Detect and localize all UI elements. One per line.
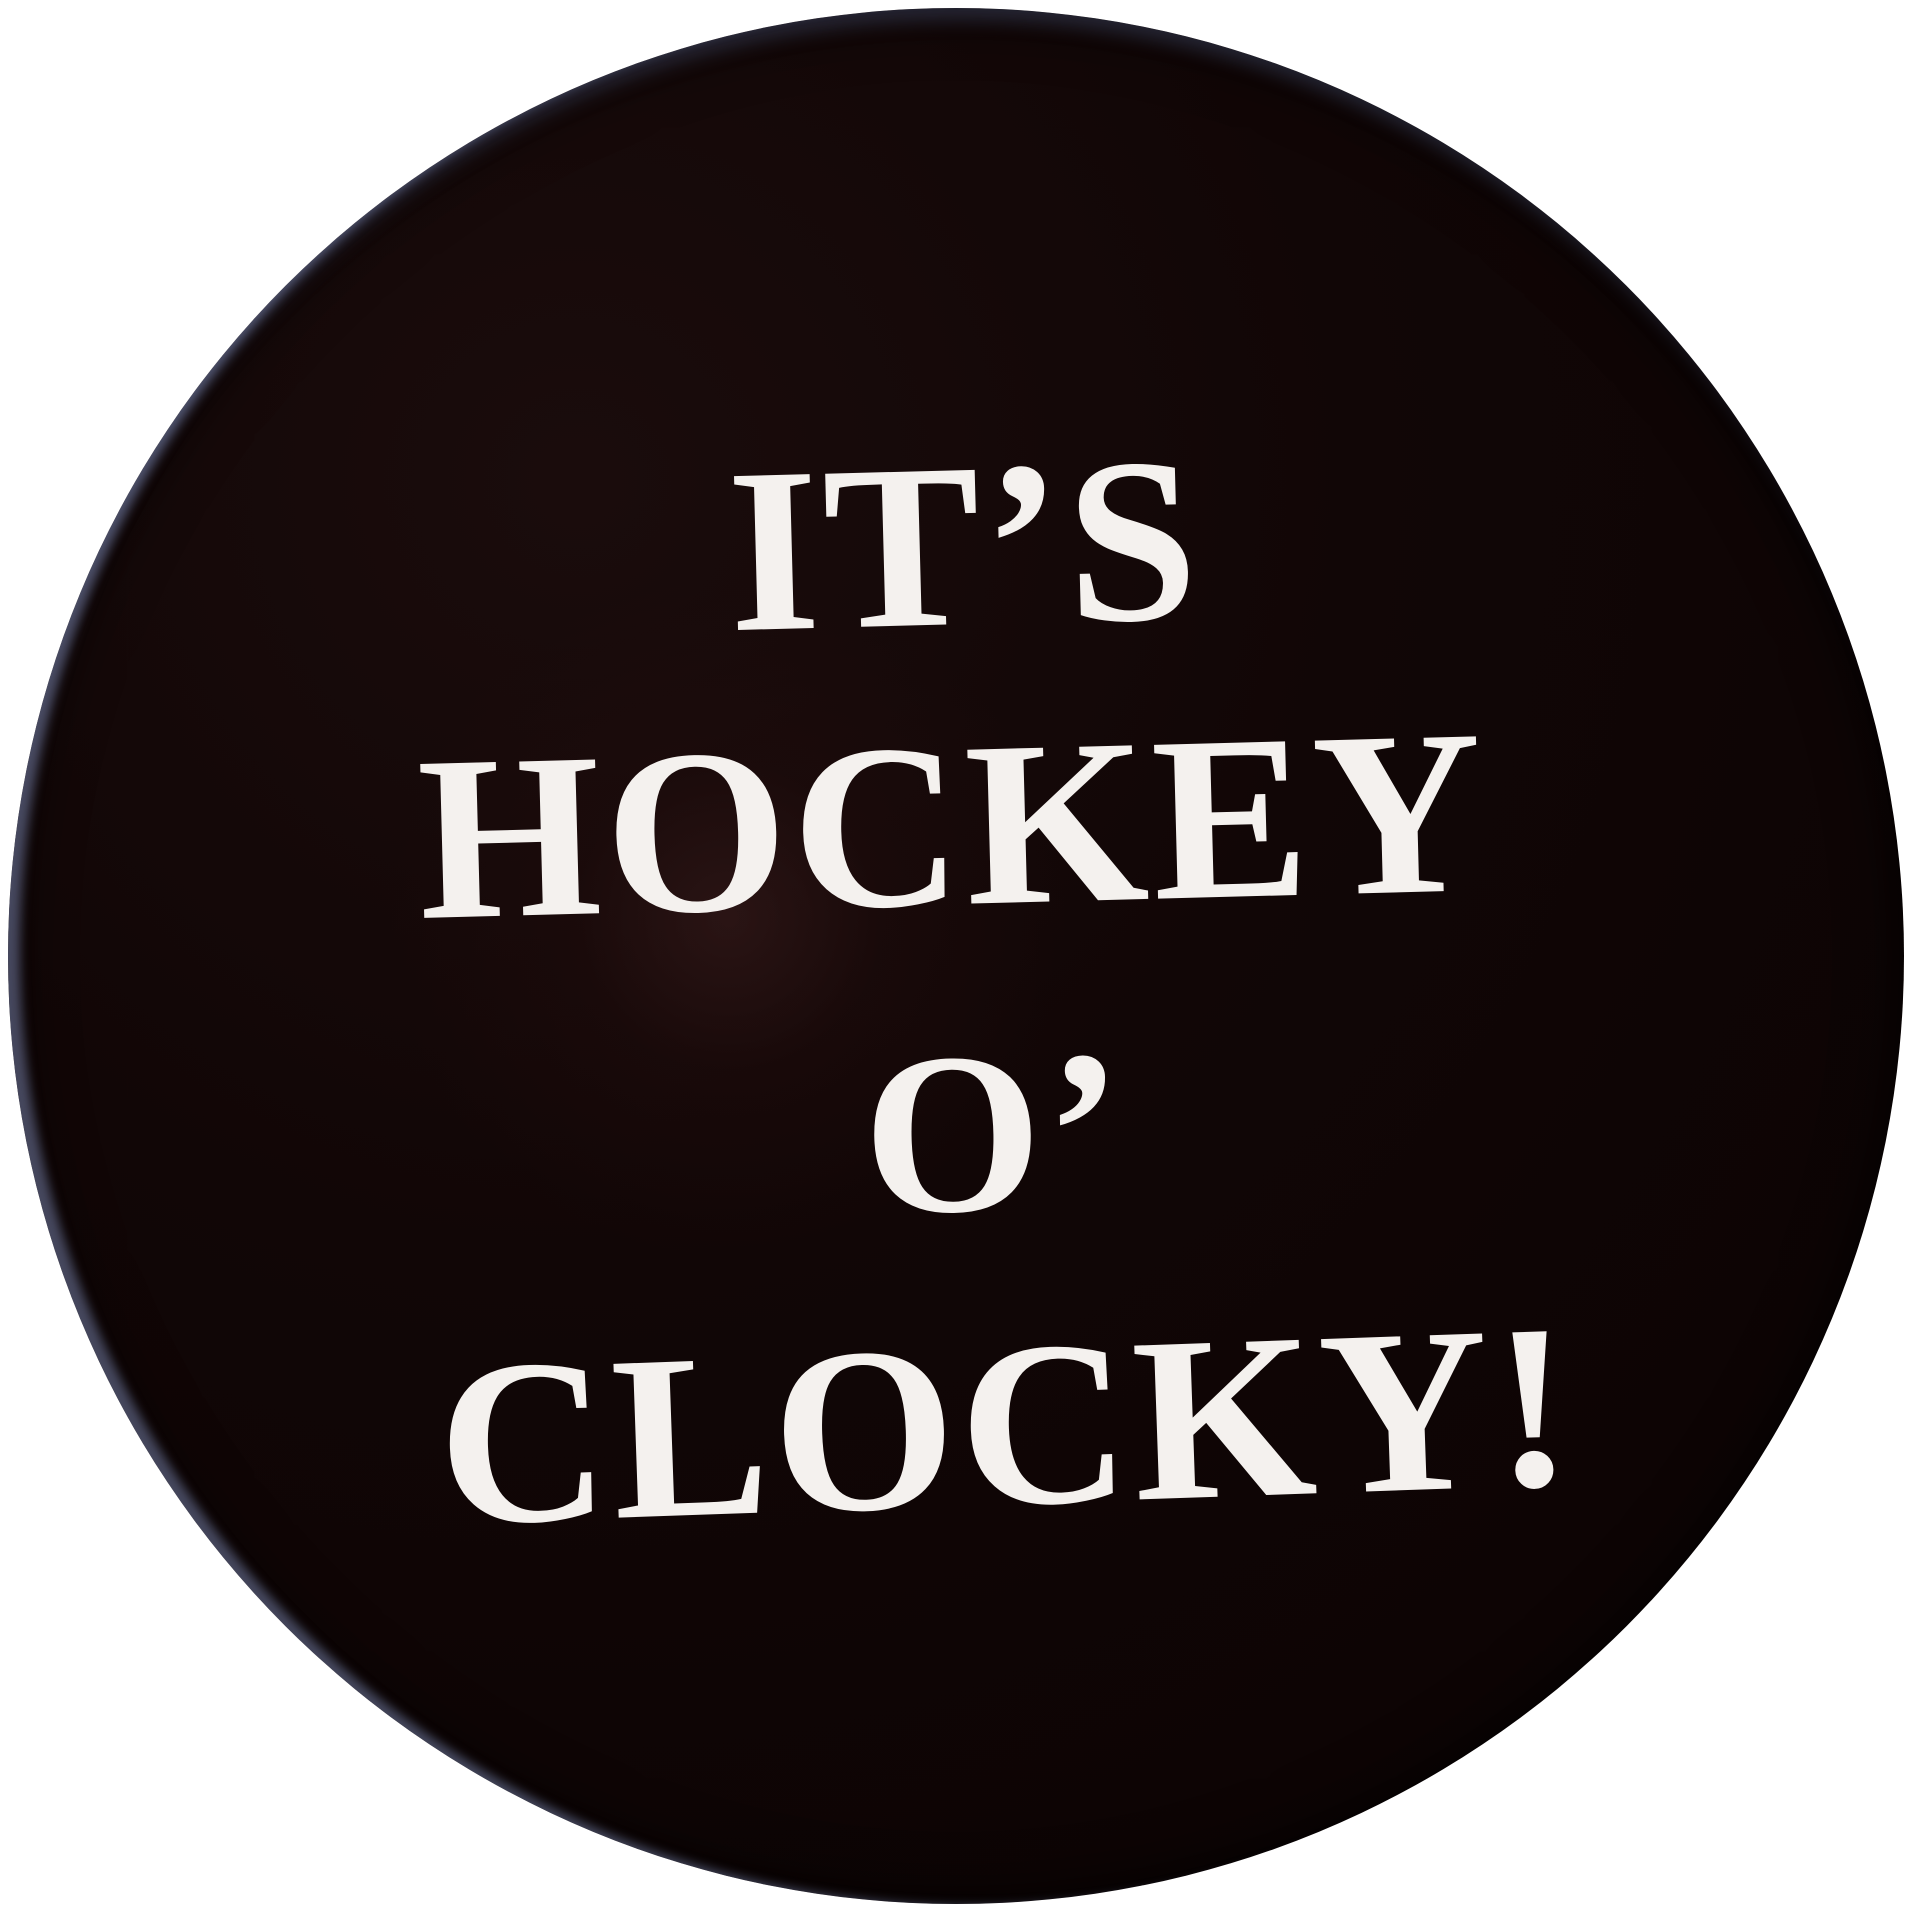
- pinback-button: [8, 8, 1904, 1904]
- slogan-line-1: IT’S: [724, 408, 1205, 682]
- slogan-line-2: HOCKEY: [414, 681, 1490, 969]
- slogan-line-4: CLOCKY!: [433, 1275, 1580, 1575]
- slogan: [8, 8, 1904, 1904]
- slogan-line-3: O’: [860, 1002, 1129, 1263]
